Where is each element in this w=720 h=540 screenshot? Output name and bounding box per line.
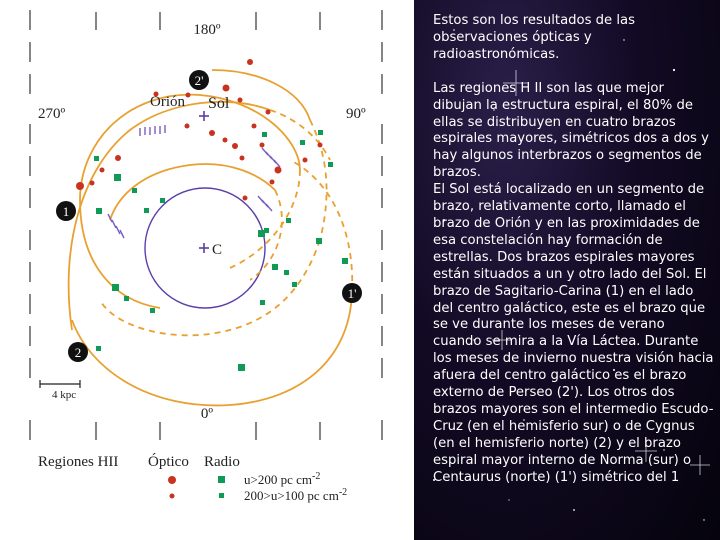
optical-point — [238, 98, 243, 103]
optical-point — [318, 143, 323, 148]
radio-point — [96, 208, 102, 214]
optical-point — [270, 180, 275, 185]
optical-point — [223, 138, 228, 143]
legend-radio-small — [219, 493, 224, 498]
compass-label-right: 90º — [346, 106, 366, 122]
radio-point — [342, 258, 348, 264]
legend-radio-large — [218, 476, 225, 483]
optical-point — [303, 158, 308, 163]
arm-marker-1 — [56, 201, 76, 221]
optical-point — [186, 93, 191, 98]
radio-point — [292, 282, 297, 287]
radio-point — [300, 140, 305, 145]
optical-point — [240, 156, 245, 161]
legend-optical-header: Óptico — [148, 454, 189, 470]
legend-title: Regiones HII — [38, 454, 119, 470]
compass-label-left: 270º — [38, 106, 66, 122]
radio-point — [144, 208, 149, 213]
legend-optical-small — [170, 494, 175, 499]
optical-point — [209, 130, 215, 136]
legend-row1-label: u>200 pc $cm^{-2}$ — [244, 471, 321, 487]
arm-marker-2 — [68, 342, 88, 362]
radio-point — [132, 188, 137, 193]
radio-point — [114, 174, 121, 181]
optical-point — [247, 59, 253, 65]
optical-point — [275, 167, 282, 174]
optical-point — [90, 181, 95, 186]
arm-1-lower — [80, 200, 160, 308]
center-label: C — [212, 242, 223, 258]
spiral-arms — [69, 70, 353, 405]
radio-point — [318, 130, 323, 135]
paragraph-sun-arms: El Sol está localizado en un segmento de brazo, relativamente corto, llamado el brazo de Orión y en las proximidades de esa constelación hay formación de estrellas. Dos brazos espirales mayores están situados a un y otro lado del Sol. El brazo de Sagitario-Carina (1) en el lado del centro galáctico, este es el brazo que se ve durante los meses de verano cuando se mira a la Vía Láctea. Durante los meses de invierno nuestra visión hacia afuera del centro galáctico es el brazo externo de Perseo (2'). Los otros dos brazos mayores son el intermedio Escudo-Cruz (en el hemisferio sur) o de Cygnus (en el hemisferio norte) (2) y el brazo espiral mayor interno de Norma (sur) o Centaurus (norte) (1') simétrico del 1 — [433, 182, 714, 485]
compass-label-bottom: 0º — [200, 406, 214, 422]
legend — [38, 453, 347, 503]
optical-point — [243, 196, 248, 201]
svg-text:1: 1 — [62, 204, 70, 219]
radio-point — [264, 228, 269, 233]
arm-marker-1-prime — [342, 283, 362, 303]
sun-marker — [199, 111, 209, 121]
radio-point — [94, 156, 99, 161]
optical-point — [223, 85, 230, 92]
optical-point — [185, 124, 190, 129]
arm-1-prime-solid — [72, 292, 352, 405]
arm-2-prime-dashed — [310, 120, 327, 240]
radio-point — [258, 230, 265, 237]
optical-point — [266, 110, 271, 115]
paragraph-intro: Estos son los resultados de las observaciones ópticas y radioastronómicas. — [433, 13, 635, 62]
radio-point — [96, 346, 101, 351]
arm-1-prime-dashed — [290, 160, 352, 292]
orion-label: Orión — [150, 94, 185, 110]
radio-point — [238, 364, 245, 371]
radio-point — [272, 264, 278, 270]
center-marker — [199, 243, 209, 253]
description-text — [433, 13, 715, 486]
optical-point — [260, 143, 265, 148]
scale-bar-label: 4 kpc — [52, 389, 77, 401]
paragraph-hii-regions: Las regiones H II son las que mejor dibujan la estructura espiral, el 80% de ellas se distribuyen en cuatro brazos espirales mayores, simétricos dos a dos y hay algunos interbrazos o segmentos de brazos. — [433, 80, 709, 181]
radio-point — [150, 308, 155, 313]
compass-label-top: 180º — [193, 22, 221, 38]
radio-point — [286, 218, 291, 223]
radio-point — [260, 300, 265, 305]
optical-point — [100, 168, 105, 173]
legend-radio-header: Radio — [204, 454, 240, 470]
legend-optical-large — [168, 476, 176, 484]
sun-label: Sol — [208, 95, 230, 112]
legend-row2-label: 200>u>100 pc $cm^{-2}$ — [244, 487, 348, 503]
optical-point — [76, 182, 84, 190]
optical-point — [232, 143, 238, 149]
optical-point — [115, 155, 121, 161]
radio-point — [112, 284, 119, 291]
radio-point — [316, 238, 322, 244]
radio-point — [262, 132, 267, 137]
svg-text:2': 2' — [194, 73, 204, 88]
arm-marker-2-prime — [189, 70, 209, 90]
svg-text:1': 1' — [347, 286, 357, 301]
optical-point — [252, 124, 257, 129]
radio-point — [160, 198, 165, 203]
radio-point — [284, 270, 289, 275]
radio-point — [328, 162, 333, 167]
arm-2-prime-outer — [100, 240, 320, 335]
hatched-segments — [108, 125, 280, 238]
radio-point — [124, 296, 129, 301]
scale-bar — [40, 380, 80, 388]
text-panel — [414, 0, 720, 540]
svg-text:2: 2 — [74, 345, 82, 360]
